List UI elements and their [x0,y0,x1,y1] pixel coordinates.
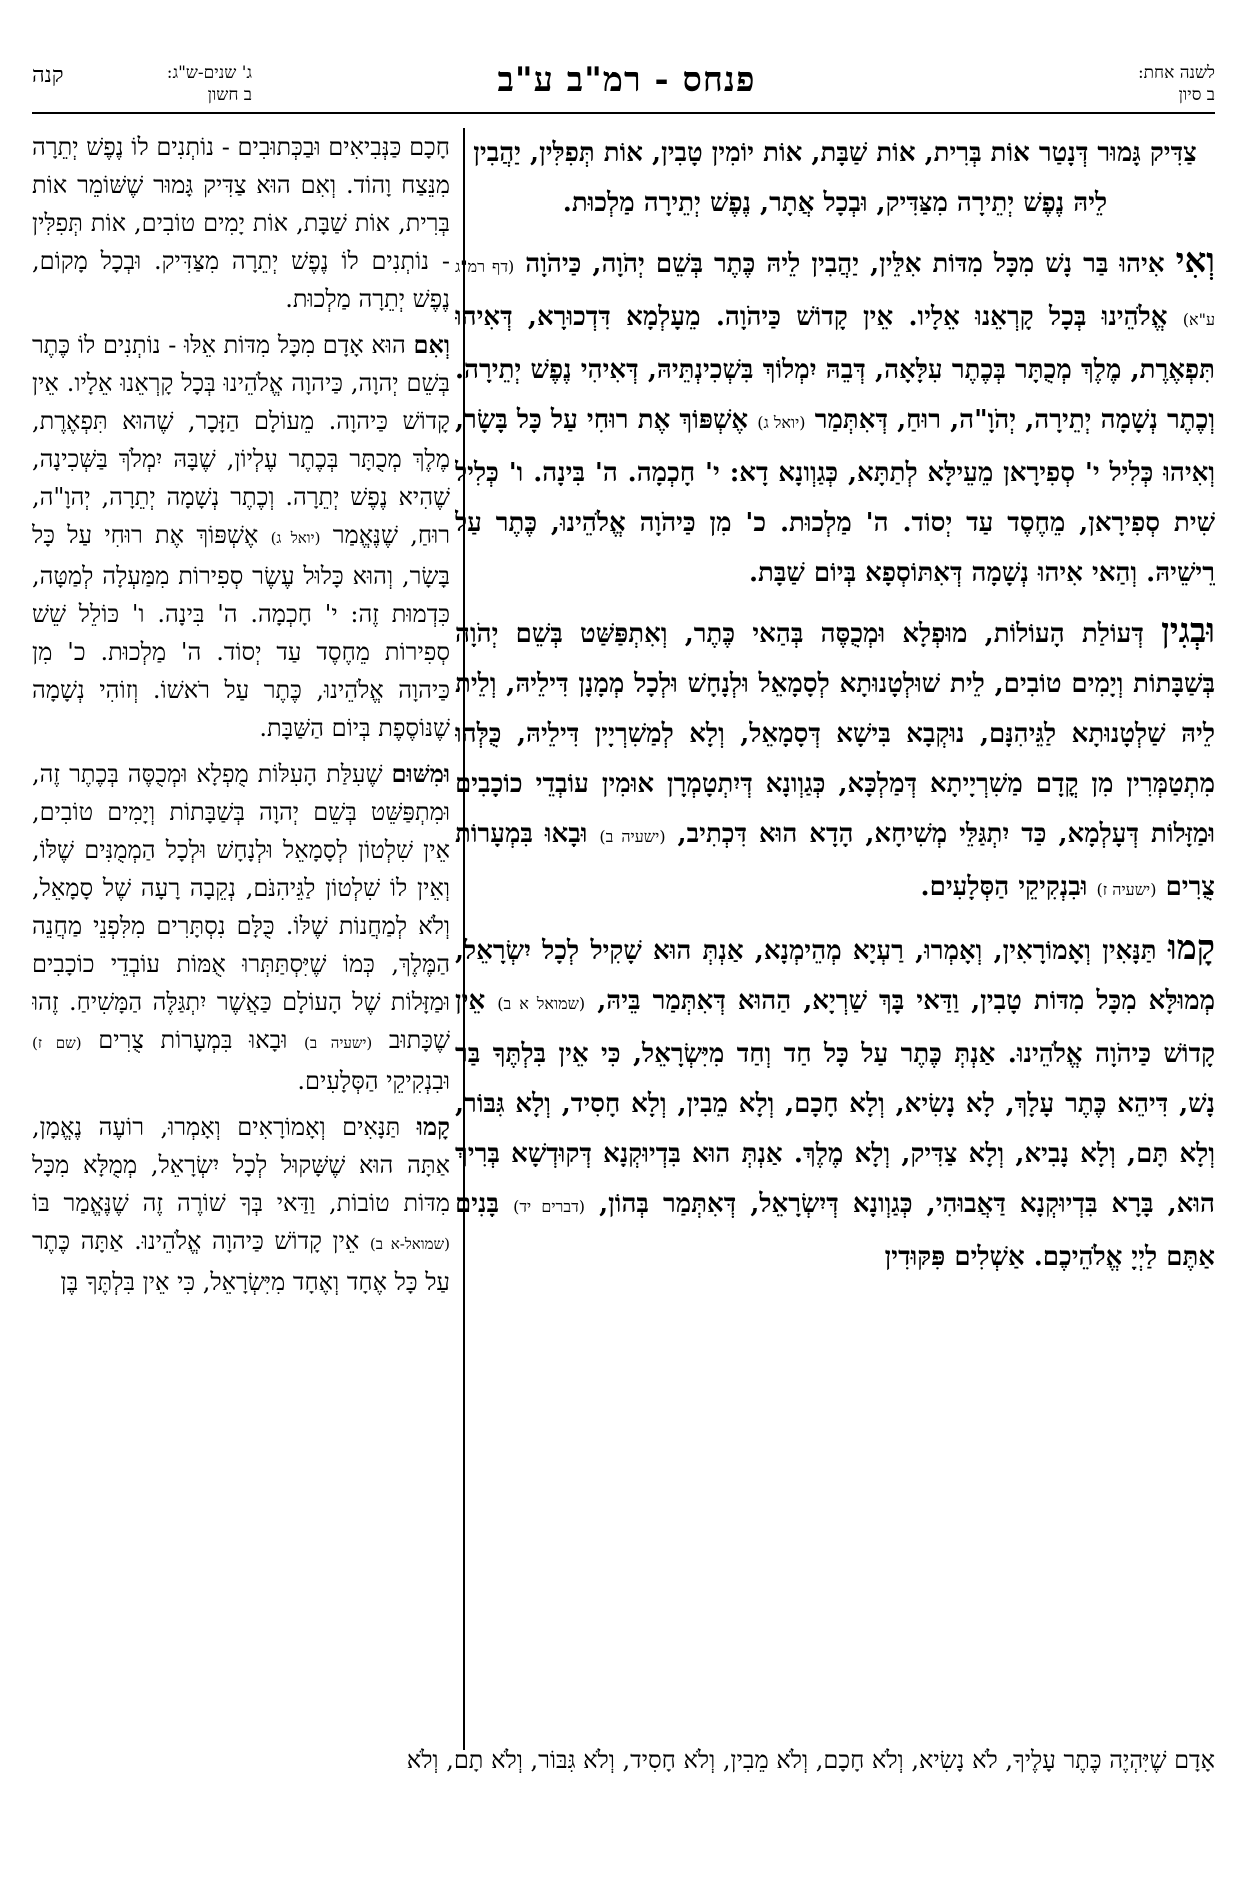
opening-word: קָמוּ [1167,928,1215,968]
main-column [455,128,1215,1748]
main-paragraph-1: צַדִּיק גָּמוּר דְּנָטַר אוֹת בְּרִית, אוֹת שַׁבָּת, אוֹת יוֹמִין טָבִין, אוֹת תְּפִלִּין, יַהֲבִין לֵיהּ נֶפֶשׁ יְתֵירָה מִצַּדִּיק, וּבְכָל אֲתָר, נֶפֶשׁ יְתֵירָה מַלְכוּת. [473,138,1197,218]
header-right-line1: לשנה אחת: [1137,63,1215,83]
side-text: וּבָאוּ בִּמְעָרוֹת צֻרִים [98,1026,288,1054]
page-title: פנחס - רמ"ב ע"ב [497,60,756,100]
source-reference: (שם ז) [32,1034,82,1052]
source-reference: (שמואל-א ב) [369,1235,450,1253]
side-text: אֵין קָדוֹשׁ כַּיהוָה אֱלֹהֵינוּ. אַתָּה כֶּתֶר עַל כָּל אֶחָד וְאֶחָד מִיִּשְׂרָאֵל, כִּי אֵין בִּלְתֶּךָ בֶּן [32,1227,450,1296]
column-divider [463,128,465,1750]
header-left [32,62,252,106]
main-text: אֶשְׁפּוֹךְ אֶת רוּחִי עַל כָּל בָּשָׂר, וְאִיהוּ כְּלִיל י' סְפִירָאן מֵעֵילָּא לְתַתָּא, כְּגַוְונָא דָא: י' חָכְמָה. ה' בִּינָה. ו' כְּלִיל שִׁית סְפִירָאן, מֵחֶסֶד עַד יְסוֹד. ה' מַלְכוּת. כ' מִן כַּיהֹוָה אֱלֹהֵינוּ, כֶּתֶר עַל רֵישֵׁיהּ. וְהַאי אִיהוּ נְשָׁמָה דְּאִתּוֹסְפָא בְּיוֹם שַׁבָּת. [455,405,1215,588]
side-paragraph-1: חָכָם כַּנְּבִיאִים וּבַכְּתוּבִים - נוֹתְנִים לוֹ נֶפֶשׁ יְתֵרָה מִנֵּצַח וָהוֹד. וְאִם הוּא צַדִּיק גָּמוּר שֶׁשּׁוֹמֵר אוֹת בְּרִית, אוֹת שַׁבָּת, אוֹת יָמִים טוֹבִים, אוֹת תְּפִלִּין - נוֹתְנִים לוֹ נֶפֶשׁ יְתֵרָה מִצַּדִּיק. וּבְכָל מָקוֹם, נֶפֶשׁ יְתֵרָה מַלְכוּת. [32,133,450,313]
side-text: תַּנָּאִים וְאָמוֹרָאִים וְאָמְרוּ, רוֹעֶה נֶאֱמָן, אַתָּה הוּא שֶׁשָּׁקוּל לְכָל יִשְׂרָאֵל, מְמֻלָּא מִכָּל מִדּוֹת טוֹבוֹת, וַדַּאי בְּךָ שׁוֹרֶה זֶה שֶׁנֶּאֱמַר בּוֹ [32,1113,450,1217]
source-reference: (ישעיה ב) [599,827,666,846]
main-text: וּבָאוּ בִּמְעָרוֹת צֻרִים [455,819,1215,902]
side-paragraph-3 [32,755,450,1100]
opening-word: קָמוּ [416,1112,450,1141]
opening-word: וּמִשּׁוּם [391,759,450,788]
source-reference: (ישעיה ז) [1096,880,1157,899]
main-text: אִיהוּ בַּר נָשׁ מִכָּל מִדּוֹת אִלֵּין, יַהֲבִין לֵיהּ כֶּתֶר בְּשֵׁם יְהֹוָה, כַּיהֹוָה [525,249,1165,279]
main-text: תַּנָּאִין וְאָמוֹרָאִין, וְאָמְרוּ, רַעְיָא מְהֵימְנָא, אַנְתְּ הוּא שָׁקִיל לְכָל יִשְׂרָאֵל, מְמוּלָּא מִכָּל מִדּוֹת טָבִין, וַדַּאי בָּךְ שַׁרְיָא, הַהוּא דְּאִתְּמַר בֵּיהּ, [455,936,1215,1016]
side-column [32,128,450,1748]
header-rule [32,112,1215,114]
side-text: שֶׁעִלַּת הָעִלּוֹת מֻפְלָא וּמְכֻסֶּה בְּכֶתֶר זֶה, וּמִתְפַּשֵּׁט בְּשֵׁם יְהוָה בְּשַׁבָּתוֹת וְיָמִים טוֹבִים, אֵין שִׁלְטוֹן לְסָמָאֵל וּלְנָחָשׁ וּלְכָל הַמְמֻנִּים שֶׁלּוֹ, וְאֵין לוֹ שִׁלְטוֹן לַגֵּיהִנֹּם, נְקֵבָה רָעָה שֶׁל סָמָאֵל, וְלֹא לְמַחֲנוֹת שֶׁלּוֹ. כֻּלָּם נִסְתָּרִים מִלִּפְנֵי מַחֲנֵה הַמֶּלֶךְ, כְּמוֹ שֶׁיִּסְתַּתְּרוּ אֻמּוֹת עוֹבְדֵי כוֹכָבִים וּמַזָּלוֹת שֶׁל הָעוֹלָם כַּאֲשֶׁר יִתְגַּלֶּה הַמָּשִׁיחַ. זֶהוּ שֶׁכָּתוּב [32,760,450,1054]
opening-word: וּבְגִין [1161,611,1215,651]
side-paragraph-4 [32,1108,450,1301]
side-text: הוּא אָדָם מִכָּל מִדּוֹת אֵלּוּ - נוֹתְנִים לוֹ כֶּתֶר בְּשֵׁם יְהוָה, כַּיהוָה אֱלֹהֵינוּ בְּכָל קָרְאֵנוּ אֵלָיו. אֵין קָדוֹשׁ כַּיהוָה. מֵעוֹלָם הַזָּכָר, שֶׁהוּא תִּפְאֶרֶת, מֶלֶךְ מְכֻתָּר בְּכֶתֶר עֶלְיוֹן, שֶׁבָּהּ יִמְלֹךְ בַּשְּׁכִינָה, שֶׁהִיא נֶפֶשׁ יְתֵרָה. וְכֶתֶר נְשָׁמָה יְתֵרָה, יְהוָ"ה, רוּחַ, שֶׁנֶּאֱמַר [32,331,450,549]
footer-continuation: אָדָם שֶׁיִּהְיֶה כֶּתֶר עָלֶיךָ, לֹא נָשִׂיא, וְלֹא חָכָם, וְלֹא מֵבִין, וְלֹא חָסִיד, וְלֹא גִּבּוֹר, וְלֹא תָם, וְלֹא [406,1746,1215,1774]
main-text: בָּנִים אַתֶּם לַיְיָ אֱלֹהֵיכֶם. אַשְׁלִים פִּקּוּדִין [455,1189,1215,1272]
source-reference: (יואל ג) [757,413,806,432]
side-text: אֶשְׁפּוֹךְ אֶת רוּחִי עַל כָּל בָּשָׂר, וְהוּא כָּלוּל עֶשֶׂר סְפִירוֹת מִמַּעְלָה לְמַטָּה, כִּדְמוּת זֶה: י' חָכְמָה. ה' בִּינָה. ו' כּוֹלֵל שֵׁשׁ סְפִירוֹת מֵחֶסֶד עַד יְסוֹד. ה' מַלְכוּת. כ' מִן כַּיהוָה אֱלֹהֵינוּ, כֶּתֶר עַל רֹאשׁוֹ. וְזוֹהִי נְשָׁמָה שֶׁנּוֹסֶפֶת בְּיוֹם הַשַּׁבָּת. [32,521,450,742]
header-left-line1: ג' שנים-ש"ג: [166,63,252,83]
main-text: אֱלֹהֵינוּ בְּכָל קָרְאֵנוּ אֵלָיו. אֵין קָדוֹשׁ כַּיהֹוָה. מֵעָלְמָא דִּדְכוּרָא, דְּאִיהוּ תִּפְאֶרֶת, מֶלֶךְ מְכֻתָּר בְּכֶתֶר עִלָּאָה, דְּבֵהּ יִמְלוֹךְ בִּשְׁכִינְתֵּיהּ, דְּאִיהִי נֶפֶשׁ יְתֵירָה. וְכֶתֶר נְשָׁמָה יְתֵירָה, יְהֹוָ"ה, רוּחַ, דְּאִתְּמַר [455,302,1215,435]
main-paragraph-3 [455,606,1215,915]
main-text: וּבִנְקִיקֵי הַסְּלָעִים. [920,872,1088,902]
main-text: דְּעוֹלַת הָעוֹלוֹת, מוּפְלָא וּמְכֻסֶּה בְּהַאי כֶּתֶר, וְאִתְפַּשַּׁט בְּשֵׁם יְהֹוָה בְּשַׁבָּתוֹת וְיָמִים טוֹבִים, לֵית שׁוּלְטָנוּתָא לְסָמָאֵל וּלְנָחָשׁ וּלְכָל מְמָנָן דִּילֵיהּ, וְלֵית לֵיהּ שַׁלְטָנוּתָא לַגֵּיהִנָּם, נוּקְבָא בִּישָׁא דְּסָמָאֵל, וְלָא לְמַשִׁרְיָין דִּילֵיהּ, כֻּלְּהוּ מִתְטַמְּרִין מִן קֳדָם מַשִׁרְיָיתָא דְּמַלְכָּא, כְּגַוְונָא דְּיִתְטָמְרָן אוּמִין עוֹבְדֵי כוֹכָבִים וּמַזָּלוֹת דְּעָלְמָא, כַּד יִתְגַּלֵּי מְשִׁיחָא, הָדָא הוּא דִּכְתִיב, [455,619,1215,849]
header-right-line2: ב סיון [1178,85,1215,105]
main-paragraph-2 [455,236,1215,598]
main-paragraph-4 [455,923,1215,1282]
source-reference: (דף רמ"ג ע"א) [455,257,1215,329]
header-left-line2: ב חשון [207,85,252,105]
source-reference: (שמואל א ב) [497,994,586,1013]
opening-word: וְאִי [1175,241,1215,281]
source-reference: (ישעיה ב) [303,1034,373,1052]
main-text: אֵין קָדוֹשׁ כַּיהֹוָה אֱלֹהֵינוּ. אַנְתְּ כֶּתֶר עַל כָּל חַד וְחַד מִיִּשְׂרָאֵל, כִּי אֵין בִּלְתֶּךָ בַּר נָשׁ, דִּיהֵא כֶּתֶר עָלָךְ, לָא נָשִׂיא, וְלָא חָכָם, וְלָא מֵבִין, וְלָא חָסִיד, וְלָא גִּבּוֹר, וְלָא תָּם, וְלָא נָבִיא, וְלָא צַדִּיק, וְלָא מֶלֶךְ. אַנְתְּ הוּא בִּדְיוּקְנָא דְּקוּדְשָׁא בְּרִיךְ הוּא, בָּרָא בִּדְיוּקְנָא דַּאֲבוּהִי, כְּגַוְונָא דְּיִשְׂרָאֵל, דְּאִתְּמַר בְּהוֹן, [455,986,1215,1219]
source-reference: (יואל ג) [270,529,321,547]
opening-word: וְאִם [413,330,450,359]
side-paragraph-2 [32,326,450,747]
source-reference: (דברים יד) [513,1197,586,1216]
page-number: קנה [32,63,64,88]
side-text: וּבִנְקִיקֵי הַסְּלָעִים. [297,1067,450,1095]
